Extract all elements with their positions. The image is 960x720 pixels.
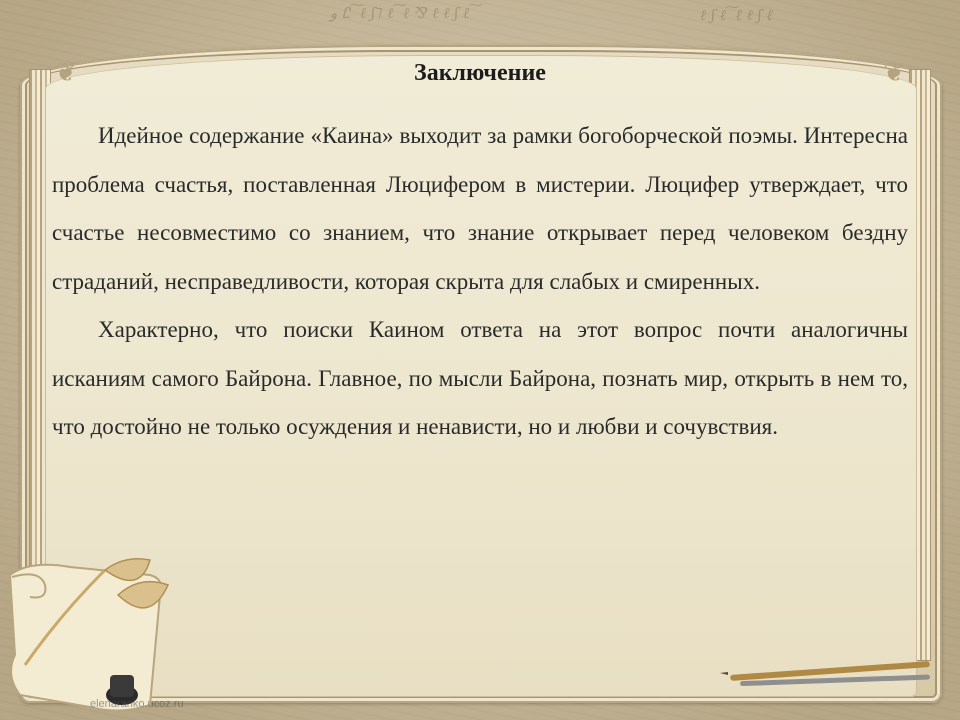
corner-shell-ornament: ❦: [883, 58, 905, 87]
body-paragraph: Характерно, что поиски Каином ответа на этот вопрос почти аналогичны исканиям самого Байрона. Главное, по мысли Байрона, познать мир, открыть в нем то, что достойно не только осуждения и ненависти, но и любви и сочувствия.: [52, 317, 908, 439]
scroll-and-quill-illustration: [0, 555, 200, 720]
source-watermark: elenaranko.ucoz.ru: [90, 698, 184, 710]
slide-body: [52, 112, 908, 452]
body-paragraph: Идейное содержание «Каина» выходит за рамки богоборческой поэмы. Интересна проблема счастья, поставленная Люцифером в мистерии. Люцифер утверждает, что счастье несовместимо со знанием, что знание открывает перед человеком бездну страданий, несправедливости, которая скрыта для слабых и смиренных.: [52, 123, 908, 294]
decorative-handwriting: ℓ ʃ ℓ ͠ ℓ ℓ ʃ ℓ: [700, 6, 773, 24]
pens-illustration: [720, 660, 950, 700]
decorative-handwriting: ﻭ Ꮭ ͠ ℓ ʃ˥ ℓ ͠ ℓ ⅋ ℓ ℓ ʃ ℓ ͠: [330, 4, 475, 22]
slide-title: Заключение: [414, 60, 546, 86]
corner-shell-ornament: ❦: [55, 58, 77, 87]
